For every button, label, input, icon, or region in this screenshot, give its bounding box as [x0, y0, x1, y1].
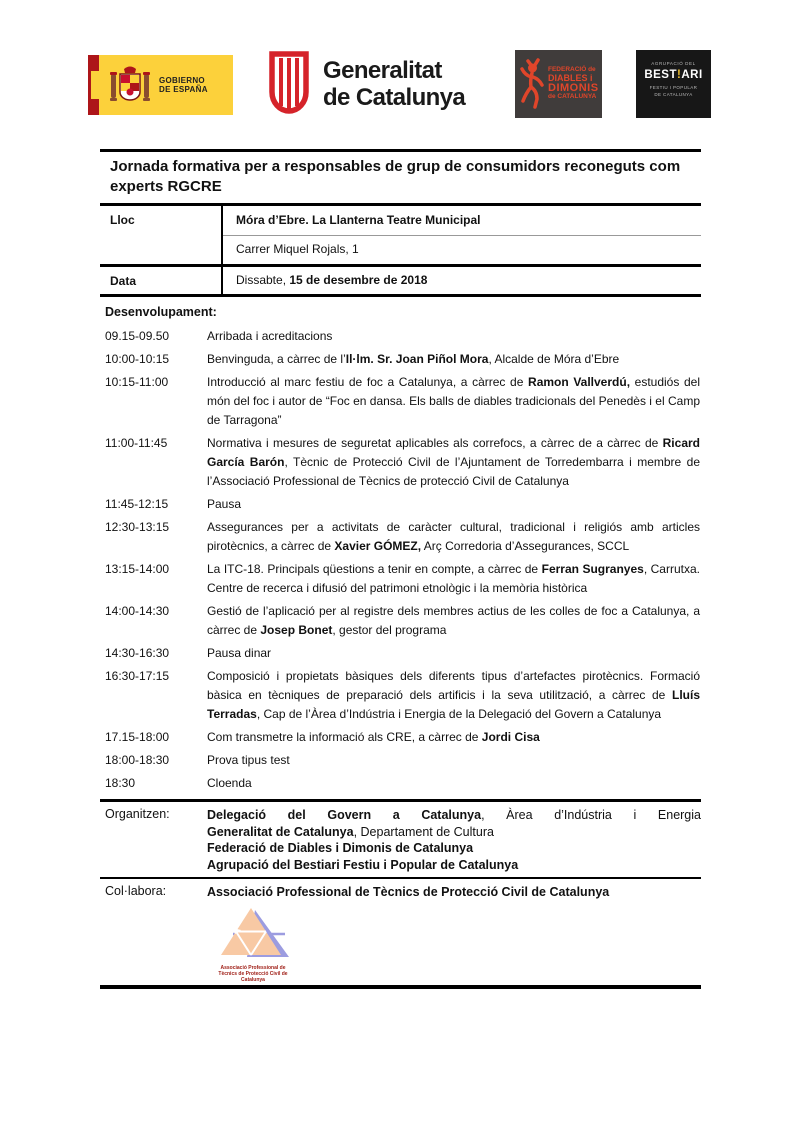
federacio-diables-logo	[515, 50, 602, 118]
organitzen-entity: Federació de Diables i Dimonis de Catalunya	[207, 841, 474, 855]
schedule-description: La ITC-18. Principals qüestions a tenir en compte, a càrrec de Ferran Sugranyes, Carrutxa. Centre de recerca i difusió del patrimoni etnològic i la memòria històrica	[207, 562, 700, 595]
lloc-label: Lloc	[110, 213, 135, 227]
aptpc-triangle-icon	[211, 907, 295, 959]
schedule-row	[100, 373, 701, 430]
schedule-description: Assegurances per a activitats de caràcter cultural, tradicional i religiós amb articles pirotècnics, a càrrec de Xavier GÓMEZ, Arç Corredoria d’Assegurances, SCCL	[207, 520, 700, 553]
collabora-entity: Associació Professional de Tècnics de Protecció Civil de Catalunya	[207, 885, 610, 899]
aptpc-label: Associació Professional de Tècnics de Protecció Civil de Catalunya	[218, 964, 288, 983]
schedule-time: 18:00-18:30	[105, 753, 170, 767]
schedule-description: Pausa dinar	[207, 646, 272, 660]
schedule-row	[100, 518, 701, 556]
schedule-description: Introducció al marc festiu de foc a Catalunya, a càrrec de Ramon Vallverdú, estudiós del món del foc i autor de “Foc en dansa. Els balls de diables tradicionals del Penedès i el Camp de Tarragona”	[207, 375, 700, 427]
gobierno-espana-logo	[88, 55, 233, 115]
schedule-row	[100, 774, 701, 793]
bestiari-main-label: BEST!ARI	[644, 69, 703, 81]
gobierno-espana-label: GOBIERNO DE ESPAÑA	[159, 76, 208, 94]
organitzen-label: Organitzen:	[105, 807, 170, 821]
schedule-row	[100, 327, 701, 346]
organitzen-entity: Agrupació del Bestiari Festiu i Popular de Catalunya	[207, 857, 519, 872]
organitzen-list	[207, 802, 701, 877]
collabora-value	[207, 879, 701, 904]
section-heading: Desenvolupament:	[105, 305, 217, 319]
data-value	[221, 267, 701, 294]
schedule-time: 12:30-13:15	[105, 520, 170, 534]
schedule-description: Prova tipus test	[207, 753, 290, 767]
spain-flag-icon	[88, 55, 99, 115]
aptpc-logo	[205, 907, 301, 983]
organitzen-entity: Generalitat de Catalunya, Departament de Cultura	[207, 824, 494, 839]
devil-icon	[518, 55, 546, 113]
schedule-list	[100, 327, 701, 793]
schedule-row	[100, 350, 701, 369]
page-title: Jornada formativa per a responsables de grup de consumidors reconeguts com experts RGCRE	[110, 158, 681, 195]
schedule-description: Normativa i mesures de seguretat aplicables als correfocs, a càrrec de a càrrec de Ricard García Barón, Tècnic de Protecció Civil de l’Ajuntament de Torredembarra i membre de l’Associació Professional de Tècnics de protecció Civil de Catalunya	[207, 436, 700, 488]
lloc-address: Carrer Miquel Rojals, 1	[236, 242, 359, 256]
schedule-time: 11:00-11:45	[105, 436, 168, 450]
generalitat-label: Generalitat de Catalunya	[323, 57, 466, 111]
info-row-lloc	[100, 206, 701, 264]
schedule-time: 10:00-10:15	[105, 352, 170, 366]
collabora-label: Col·labora:	[105, 884, 167, 898]
schedule-description: Composició i propietats bàsiques dels diferents tipus d’artefactes pirotècnics. Formació bàsica en tècniques de preparació dels artificis i la seva utilització, a càrrec de Lluís Terradas, Cap de l’Àrea d’Indústria i Energia de la Delegació del Govern a Catalunya	[207, 669, 700, 721]
schedule-row	[100, 434, 701, 491]
info-row-data	[100, 267, 701, 294]
schedule-time: 14:00-14:30	[105, 604, 170, 618]
federacio-diables-label: FEDERACIÓ de DIABLES i DIMONIS de CATALUNYA	[548, 65, 599, 101]
bestiari-logo	[636, 50, 711, 118]
lloc-value	[221, 206, 701, 264]
schedule-time: 18:30	[105, 776, 136, 790]
data-label: Data	[110, 274, 137, 288]
schedule-description: Benvinguda, a càrrec de l’Il·lm. Sr. Joan Piñol Mora, Alcalde de Móra d’Ebre	[207, 352, 620, 366]
schedule-time: 17.15-18:00	[105, 730, 170, 744]
senyera-shield-icon	[268, 50, 310, 118]
lloc-venue: Móra d’Ebre. La Llanterna Teatre Municipal	[236, 213, 481, 227]
spain-coat-of-arms-icon	[109, 65, 151, 105]
schedule-description: Arribada i acreditacions	[207, 329, 333, 343]
organitzen-entity: Delegació del Govern a Catalunya, Àrea d’Indústria i Energia	[207, 808, 701, 822]
schedule-time: 14:30-16:30	[105, 646, 170, 660]
schedule-row	[100, 602, 701, 640]
schedule-time: 16:30-17:15	[105, 669, 170, 683]
schedule-description: Com transmetre la informació als CRE, a càrrec de Jordi Cisa	[207, 730, 540, 744]
schedule-time: 11:45-12:15	[105, 497, 169, 511]
schedule-row	[100, 560, 701, 598]
schedule-time: 09.15-09.50	[105, 329, 170, 343]
schedule-time: 13:15-14:00	[105, 562, 170, 576]
schedule-row	[100, 495, 701, 514]
schedule-description: Pausa	[207, 497, 242, 511]
schedule-description: Gestió de l’aplicació per al registre dels membres actius de les colles de foc a Catalunya, a càrrec de Josep Bonet, gestor del programa	[207, 604, 700, 637]
generalitat-logo	[268, 50, 465, 118]
organitzen-row	[100, 802, 701, 877]
schedule-time: 10:15-11:00	[105, 375, 169, 389]
collabora-row	[100, 879, 701, 904]
event-date: Dissabte, 15 de desembre de 2018	[236, 273, 428, 287]
bestiari-sub-label: FESTIU I POPULAR DE CATALUNYA	[649, 85, 698, 97]
divider	[100, 985, 701, 989]
divider	[100, 294, 701, 297]
schedule-row	[100, 728, 701, 747]
bestiari-top-label: AGRUPACIÓ DEL	[651, 61, 696, 66]
schedule-row	[100, 667, 701, 724]
schedule-row	[100, 644, 701, 663]
schedule-description: Cloenda	[207, 776, 252, 790]
schedule-row	[100, 751, 701, 770]
